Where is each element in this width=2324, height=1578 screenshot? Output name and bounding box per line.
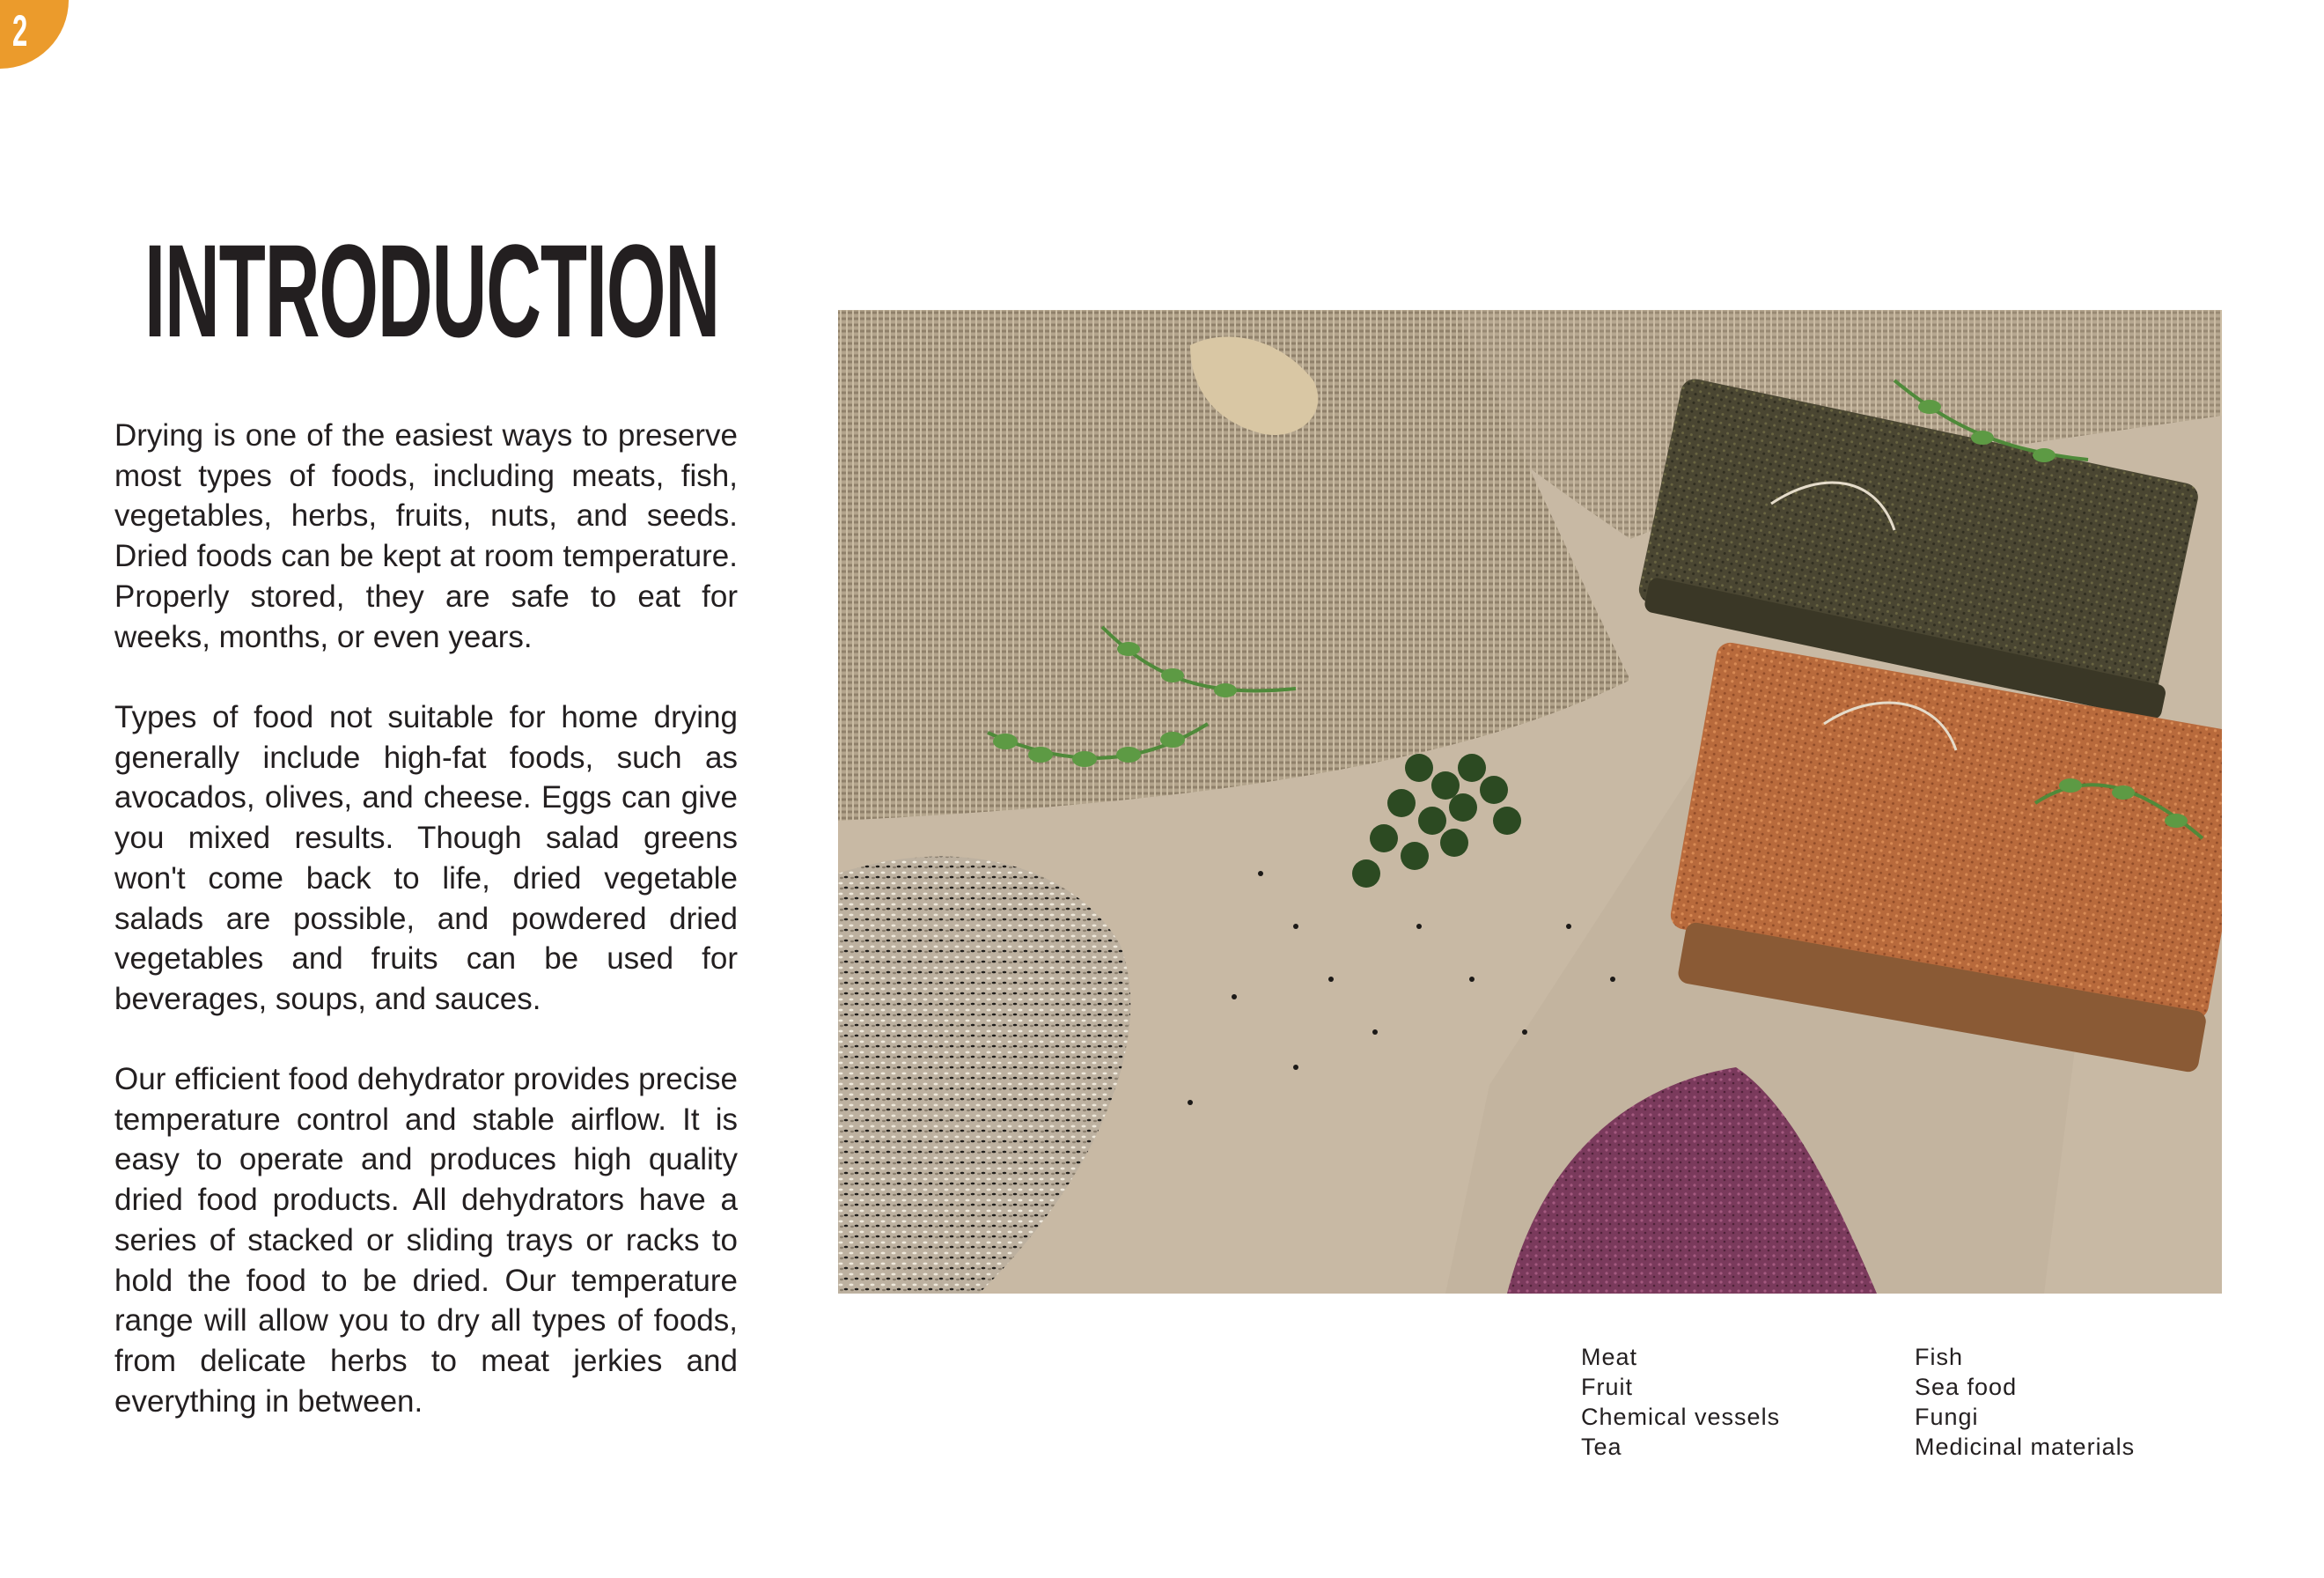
food-list-item: Fungi	[1915, 1404, 1979, 1430]
dried-food-photo	[838, 310, 2222, 1294]
page-number: 2	[12, 6, 28, 55]
intro-paragraph-3: Our efficient food dehydrator provides precise temperature control and stable airflow. It is easy to operate and produces high quality dried food products. All dehydrators have a series of stacked or sliding trays or racks to hold the food to be dried. Our temperature range will allow you to dry all types of foods, from delicate herbs to meat jerkies and everything in between.	[114, 1062, 738, 1419]
food-list-item: Sea food	[1915, 1374, 2018, 1400]
page-number-badge	[0, 0, 69, 69]
food-list-item: Tea	[1581, 1434, 1622, 1460]
page-title: INTRODUCTION	[144, 217, 720, 365]
food-list-left	[1581, 1342, 1780, 1462]
intro-paragraph-1: Drying is one of the easiest ways to preserve most types of foods, including meats, fish, vegetables, herbs, fruits, nuts, and seeds. Dried foods can be kept at room temperature. Properly stored, they are safe to eat for weeks, months, or even years.	[114, 418, 738, 654]
food-list-item: Fish	[1915, 1344, 1964, 1370]
food-list-item: Chemical vessels	[1581, 1404, 1781, 1430]
food-list-item: Meat	[1581, 1344, 1638, 1370]
food-list-right	[1915, 1342, 2135, 1462]
food-list-item: Medicinal materials	[1915, 1434, 2136, 1460]
food-list-item: Fruit	[1581, 1374, 1633, 1400]
intro-paragraph-2: Types of food not suitable for home drying generally include high-fat foods, such as avocados, olives, and cheese. Eggs can give you mixed results. Though salad greens won't come back to life, dried vegetable salads are possible, and powdered dried vegetables and fruits can be used for beverages, soups, and sauces.	[114, 700, 738, 1016]
